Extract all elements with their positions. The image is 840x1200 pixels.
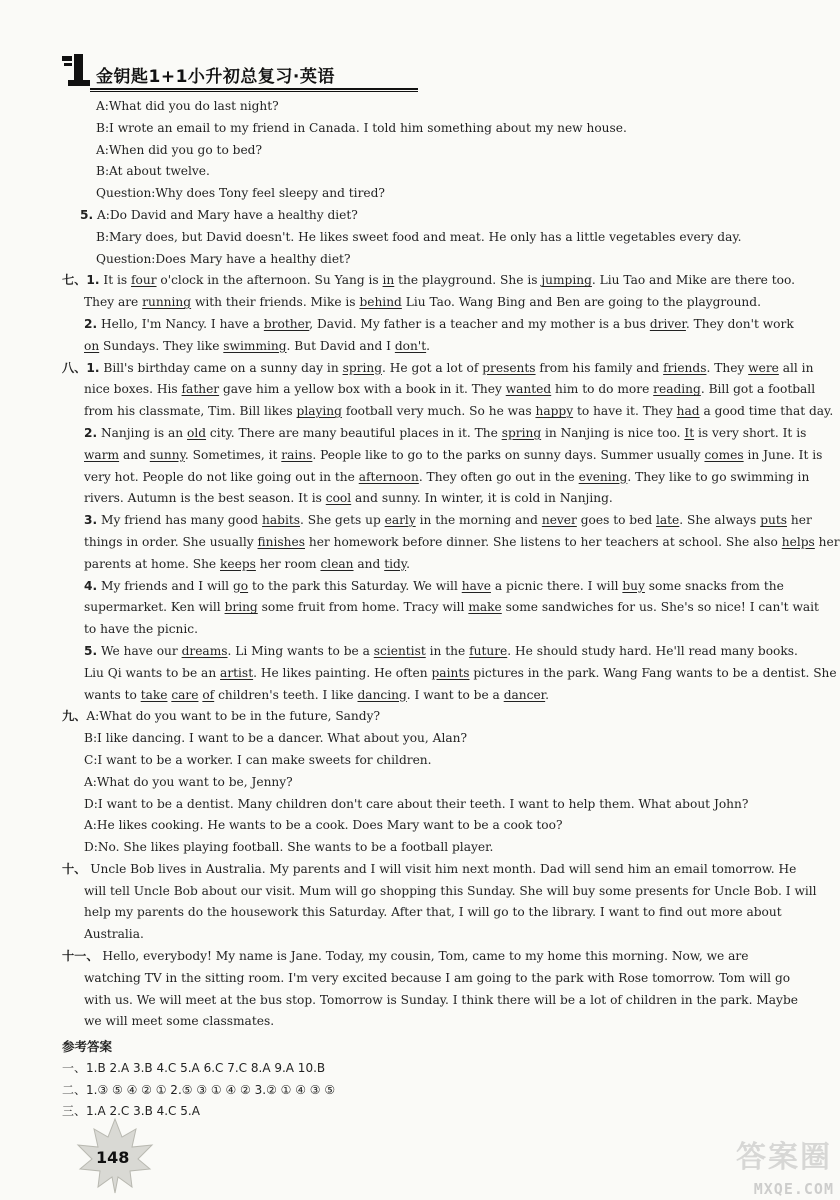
underlined-word: helps [781, 534, 815, 549]
text-line [62, 728, 762, 750]
text-line [62, 1011, 762, 1033]
text-run: in June. It is [743, 447, 823, 462]
text-line [62, 445, 823, 467]
text-line [62, 815, 762, 837]
item-number: 5. [84, 643, 98, 658]
header-divider-thin [90, 91, 418, 92]
underlined-word: puts [760, 513, 788, 528]
text-run: . But David and I [286, 338, 395, 353]
text-run: parents at home. She [84, 556, 221, 571]
underlined-word: scientist [373, 643, 426, 658]
text-run: B:Mary does, but David doesn't. He likes sweet food and meat. He only has a little vegetables every day. [96, 229, 742, 244]
underlined-word: warm [84, 447, 120, 462]
text-run: football very much. So he was [341, 404, 536, 419]
text-run: D:No. She likes playing football. She wants to be a football player. [84, 840, 494, 855]
text-run: from his classmate, Tim. Bill likes [84, 404, 297, 419]
page-number: 148 [96, 1148, 130, 1167]
text-run: Hello, I'm Nancy. I have a [97, 316, 264, 331]
answers-heading: 参考答案 [62, 1039, 113, 1054]
text-run: in the [425, 643, 470, 658]
text-line [62, 379, 816, 401]
underlined-word: have [461, 578, 491, 593]
text-run: o'clock in the afternoon. Su Yang is [156, 273, 383, 288]
underlined-word: on [84, 338, 100, 353]
text-run: They are [84, 295, 143, 310]
text-run: . Li Ming wants to be a [227, 643, 374, 658]
underlined-word: bring [224, 600, 258, 615]
text-run: a good time that day. [699, 404, 834, 419]
underlined-word: happy [535, 404, 574, 419]
underlined-word: future [469, 643, 508, 658]
text-line [62, 619, 762, 641]
text-run: and [353, 556, 385, 571]
text-run: . [406, 556, 410, 571]
text-run: . They don't work [685, 316, 794, 331]
text-run: in Nanjing is nice too. [541, 425, 685, 440]
item-number: 八、1. [62, 360, 100, 375]
text-line [62, 358, 814, 380]
text-run: her [814, 534, 840, 549]
underlined-word: comes [704, 447, 744, 462]
underlined-word: presents [482, 360, 536, 375]
answer-row: 二、1.③ ⑤ ④ ② ① 2.⑤ ③ ① ④ ② 3.② ① ④ ③ ⑤ [62, 1082, 336, 1097]
text-run: . He got a lot of [382, 360, 483, 375]
underlined-word: It [684, 425, 695, 440]
text-line [62, 597, 819, 619]
watermark [690, 1120, 840, 1200]
text-run: nice boxes. His [84, 382, 182, 397]
text-run: Nanjing is an [97, 425, 187, 440]
underlined-word: dancing [357, 687, 407, 702]
answer-row: 一、1.B 2.A 3.B 4.C 5.A 6.C 7.C 8.A 9.A 10.B [62, 1060, 326, 1075]
text-run: . She gets up [300, 513, 385, 528]
text-run: with us. We will meet at the bus stop. Tomorrow is Sunday. I think there will be a lot of children in the park. Maybe [84, 992, 798, 1007]
text-run: A:Do David and Mary have a healthy diet? [93, 207, 358, 222]
text-line [62, 706, 762, 728]
text-line [62, 488, 762, 510]
text-line [62, 467, 810, 489]
item-number: 2. [84, 316, 98, 331]
book-title: 金钥匙1+1小升初总复习·英语 [96, 67, 335, 87]
text-run: B:I like dancing. I want to be a dancer. What about you, Alan? [84, 731, 468, 746]
text-run: all in [778, 360, 814, 375]
text-run: B:I wrote an email to my friend in Canada. I told him something about my new house. [96, 120, 627, 135]
underlined-word: dreams [181, 643, 228, 658]
underlined-word: never [541, 513, 577, 528]
text-line [62, 401, 834, 423]
underlined-word: running [142, 295, 192, 310]
text-line [62, 794, 762, 816]
text-run: Bill's birthday came on a sunny day in [99, 360, 343, 375]
underlined-word: had [676, 404, 700, 419]
text-run: Question:Does Mary have a healthy diet? [96, 251, 351, 266]
text-run: wants to [84, 687, 141, 702]
underlined-word: of [202, 687, 215, 702]
underlined-word: cool [325, 491, 352, 506]
item-number: 七、1. [62, 273, 100, 288]
text-run: goes to bed [576, 513, 656, 528]
text-line [62, 990, 798, 1012]
underlined-word: take [140, 687, 168, 702]
underlined-word: swimming [223, 338, 287, 353]
text-line [62, 750, 762, 772]
text-line [62, 968, 791, 990]
text-line [62, 270, 795, 292]
text-run: the playground. She is [394, 273, 542, 288]
underlined-word: spring [501, 425, 542, 440]
exercise-answers-content [62, 96, 840, 1033]
text-run: It is [99, 273, 131, 288]
text-run: watching TV in the sitting room. I'm very excited because I am going to the park with Rose tomorrow. Tom will go [84, 970, 791, 985]
text-run: from his family and [535, 360, 664, 375]
text-line [62, 249, 762, 271]
text-line [62, 227, 762, 249]
text-run: a picnic there. I will [490, 578, 623, 593]
text-run: her [787, 513, 812, 528]
underlined-word: paints [431, 665, 470, 680]
underlined-word: artist [220, 665, 254, 680]
text-run: some snacks from the [644, 578, 784, 593]
text-line [62, 946, 762, 968]
underlined-word: care [171, 687, 199, 702]
text-run: Liu Qi wants to be an [84, 665, 221, 680]
text-run: some fruit from home. Tracy will [257, 600, 469, 615]
watermark-url: MXQE.COM [753, 1180, 834, 1198]
text-line [62, 772, 762, 794]
text-run: to have it. They [573, 404, 677, 419]
text-run: some sandwiches for us. She's so nice! I can't wait [501, 600, 819, 615]
underlined-word: rains [281, 447, 313, 462]
text-run: . She always [679, 513, 761, 528]
text-line [62, 554, 762, 576]
text-line [62, 924, 762, 946]
underlined-word: in [382, 273, 395, 288]
text-run: Hello, everybody! My name is Jane. Today, my cousin, Tom, came to my home this morning. Now, we are [98, 949, 749, 964]
text-line [62, 336, 762, 358]
text-run: D:I want to be a dentist. Many children don't care about their teeth. I want to help them. What about John? [84, 796, 749, 811]
text-run: Question:Why does Tony feel sleepy and tired? [96, 186, 385, 201]
text-run: A:What do you want to be in the future, Sandy? [86, 709, 381, 724]
text-line [62, 576, 784, 598]
underlined-word: keeps [220, 556, 256, 571]
text-line [62, 140, 762, 162]
item-number: 十、 [62, 861, 87, 876]
text-run: to the park this Saturday. We will [248, 578, 462, 593]
text-run: , David. My father is a teacher and my mother is a bus [309, 316, 650, 331]
text-line [62, 641, 798, 663]
underlined-word: reading [653, 382, 701, 397]
text-line [62, 902, 782, 924]
text-run: A:What do you want to be, Jenny? [84, 774, 293, 789]
item-number: 4. [84, 578, 98, 593]
underlined-word: four [131, 273, 157, 288]
text-line [62, 314, 794, 336]
text-run: her room [255, 556, 321, 571]
text-run: gave him a yellow box with a book in it. They [219, 382, 506, 397]
text-line [62, 685, 762, 707]
text-line [62, 881, 817, 903]
text-line [62, 205, 762, 227]
text-run: My friends and I will [97, 578, 233, 593]
text-run: . Sometimes, it [184, 447, 282, 462]
text-run: B:At about twelve. [96, 164, 210, 179]
text-line [62, 183, 762, 205]
text-run: children's teeth. I like [214, 687, 358, 702]
text-run: Australia. [84, 927, 144, 942]
text-run: Liu Tao. Wang Bing and Ben are going to the playground. [401, 295, 761, 310]
text-line [62, 118, 762, 140]
underlined-word: dancer [503, 687, 546, 702]
text-run: A:He likes cooking. He wants to be a cook. Does Mary want to be a cook too? [84, 818, 563, 833]
text-run: A:When did you go to bed? [96, 142, 263, 157]
text-run: . He should study hard. He'll read many books. [507, 643, 798, 658]
text-run: . They like to go swimming in [627, 469, 810, 484]
text-run: and sunny. In winter, it is cold in Nanjing. [351, 491, 613, 506]
text-line [62, 859, 797, 881]
underlined-word: afternoon [358, 469, 419, 484]
text-run: A:What did you do last night? [96, 99, 279, 113]
underlined-word: sunny [149, 447, 185, 462]
underlined-word: jumping [541, 273, 592, 288]
underlined-word: early [384, 513, 416, 528]
text-run: We have our [97, 643, 182, 658]
header-divider [90, 88, 418, 90]
text-run: Uncle Bob lives in Australia. My parents and I will visit him next month. Dad will send him an email tomorrow. He [86, 861, 797, 876]
underlined-word: don't [394, 338, 427, 353]
underlined-word: spring [342, 360, 382, 375]
underlined-word: go [232, 578, 249, 593]
item-number: 九、 [62, 709, 87, 724]
answer-row: 三、1.A 2.C 3.B 4.C 5.A [62, 1104, 200, 1119]
text-run: . [545, 687, 550, 702]
watermark-title: 答案圈 [736, 1140, 832, 1175]
item-number: 2. [84, 425, 98, 440]
underlined-word: finishes [257, 534, 305, 549]
text-run: C:I want to be a worker. I can make sweets for children. [84, 752, 432, 767]
underlined-word: old [187, 425, 207, 440]
underlined-word: make [468, 600, 502, 615]
underlined-word: habits [262, 513, 301, 528]
underlined-word: driver [649, 316, 686, 331]
text-run: . I want to be a [406, 687, 504, 702]
text-run: rivers. Autumn is the best season. It is [84, 491, 326, 506]
text-run: city. There are many beautiful places in it. The [206, 425, 502, 440]
underlined-word: father [181, 382, 220, 397]
text-line [62, 96, 762, 118]
text-run: pictures in the park. Wang Fang wants to be a dentist. She [469, 665, 837, 680]
text-run: . People like to go to the parks on sunny days. Summer usually [312, 447, 705, 462]
underlined-word: late [656, 513, 680, 528]
text-run: and [119, 447, 150, 462]
text-run: her homework before dinner. She listens to her teachers at school. She also [304, 534, 782, 549]
header [60, 52, 360, 92]
text-line [62, 292, 762, 314]
text-line [62, 510, 812, 532]
item-number: 5. [80, 207, 94, 222]
underlined-word: were [748, 360, 779, 375]
underlined-word: brother [263, 316, 310, 331]
text-run: with their friends. Mike is [191, 295, 360, 310]
underlined-word: friends [663, 360, 707, 375]
underlined-word: clean [320, 556, 354, 571]
text-run: . They [706, 360, 749, 375]
underlined-word: wanted [505, 382, 552, 397]
text-run: supermarket. Ken will [84, 600, 225, 615]
text-run: . [426, 338, 430, 353]
text-run: is very short. It is [694, 425, 807, 440]
underlined-word: tidy [384, 556, 407, 571]
text-run: very hot. People do not like going out in the [84, 469, 359, 484]
text-run: Sundays. They like [99, 338, 224, 353]
text-line [62, 423, 807, 445]
text-line [62, 532, 840, 554]
text-run: to have the picnic. [84, 622, 199, 637]
text-run: we will meet some classmates. [84, 1014, 275, 1029]
text-line [62, 837, 762, 859]
key-logo-icon [60, 52, 94, 90]
underlined-word: behind [359, 295, 402, 310]
underlined-word: buy [622, 578, 645, 593]
text-run: help my parents do the housework this Saturday. After that, I will go to the library. I want to find out more about [84, 905, 782, 920]
text-run: things in order. She usually [84, 534, 258, 549]
item-number: 十一、 [62, 949, 99, 964]
text-run: will tell Uncle Bob about our visit. Mum will go shopping this Sunday. She will buy some presents for Uncle Bob. I will [84, 883, 817, 898]
text-run: . Liu Tao and Mike are there too. [591, 273, 795, 288]
text-line [62, 161, 762, 183]
item-number: 3. [84, 513, 98, 528]
text-run: My friend has many good [97, 513, 263, 528]
text-run: . He likes painting. He often [253, 665, 432, 680]
text-run: in the morning and [415, 513, 542, 528]
reference-answers [62, 1036, 335, 1123]
text-run: him to do more [551, 382, 654, 397]
text-run: . Bill got a football [700, 382, 816, 397]
text-line [62, 663, 837, 685]
text-run: . They often go out in the [418, 469, 579, 484]
underlined-word: evening [578, 469, 628, 484]
underlined-word: playing [296, 404, 342, 419]
